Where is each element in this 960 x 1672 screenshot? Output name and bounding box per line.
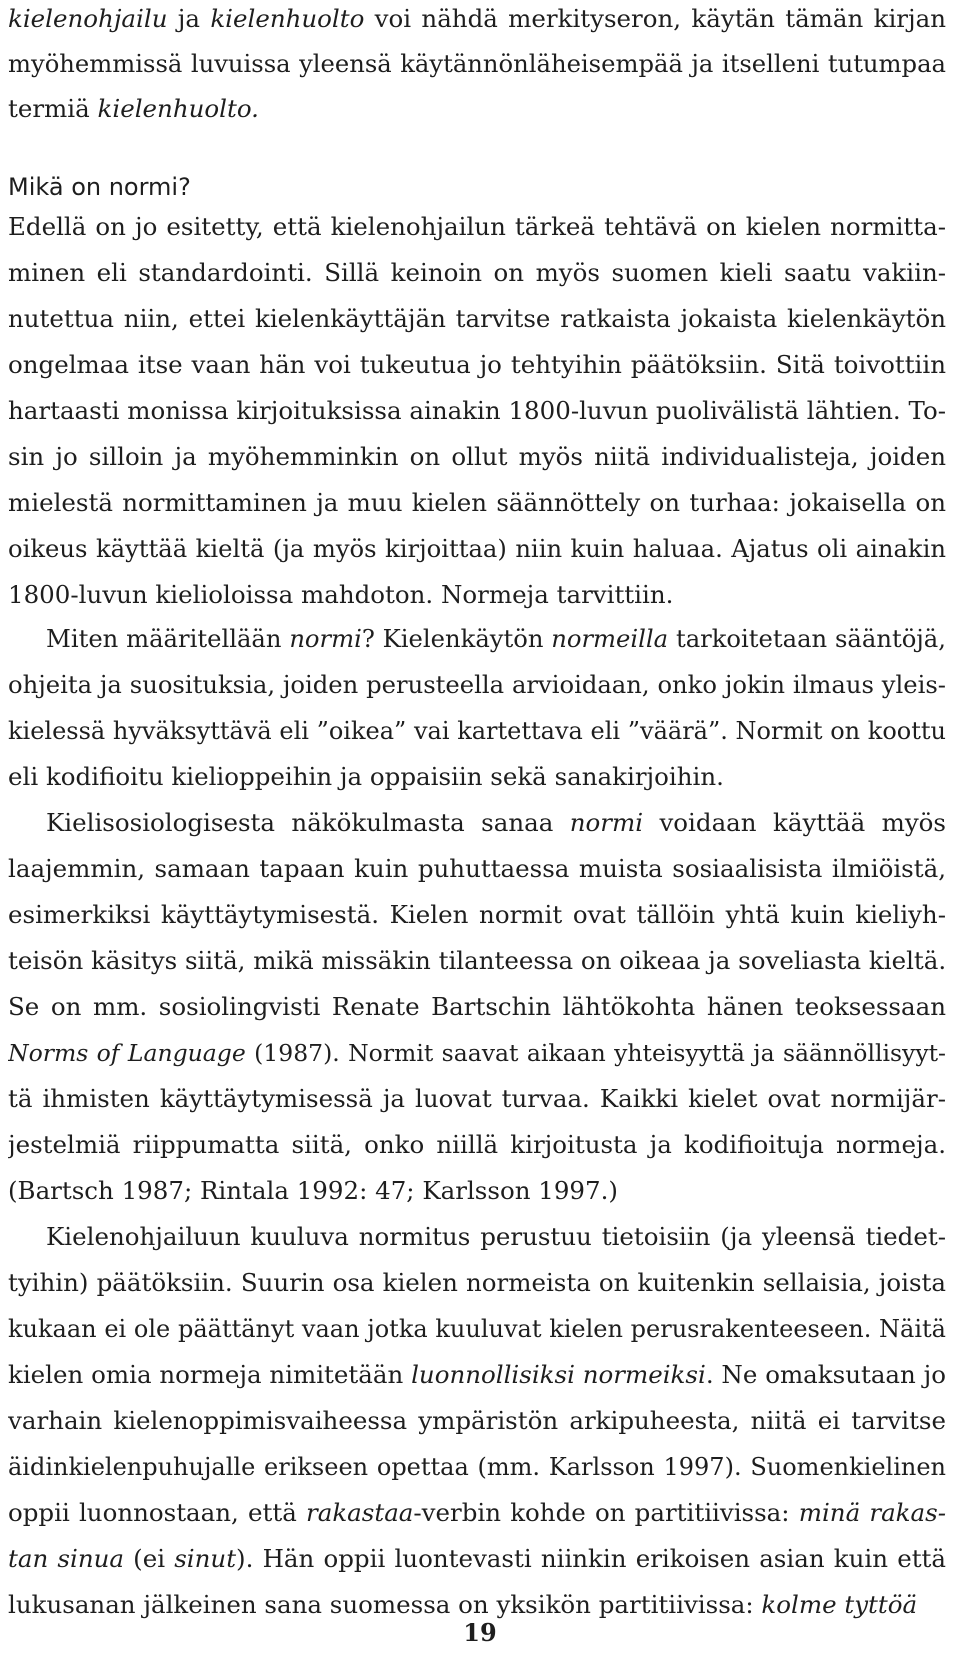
text-line bbox=[8, 1444, 946, 1490]
italic-text: normeilla bbox=[551, 624, 669, 653]
page-number: 19 bbox=[463, 1618, 497, 1647]
text-run: ja bbox=[167, 4, 211, 33]
text-line bbox=[8, 892, 946, 938]
text-line bbox=[8, 388, 946, 434]
text-run: (ei bbox=[123, 1544, 175, 1573]
text-line bbox=[8, 754, 946, 800]
italic-text: rakastaa bbox=[306, 1498, 414, 1527]
text-run: hartaasti monissa kirjoituksissa ainakin 1800-luvun puolivälistä lähtien. To- bbox=[8, 396, 946, 425]
text-line bbox=[8, 86, 946, 132]
text-run: sin jo silloin ja myöhemminkin on ollut myös niitä individualisteja, joiden bbox=[8, 442, 946, 471]
text-run: minen eli standardointi. Sillä keinoin on myös suomen kieli saatu vakiin- bbox=[8, 258, 946, 287]
text-run: tarkoitetaan sääntöjä, bbox=[668, 624, 946, 653]
text-run: ongelmaa itse vaan hän voi tukeutua jo tehtyihin päätöksiin. Sitä toivottiin bbox=[8, 350, 946, 379]
text-run: Miten määritellään bbox=[46, 624, 290, 653]
text-line bbox=[8, 434, 946, 480]
text-line bbox=[8, 800, 946, 846]
italic-text: Norms of Language bbox=[8, 1039, 246, 1067]
text-line bbox=[8, 296, 946, 342]
text-line bbox=[8, 616, 946, 662]
text-line bbox=[8, 1306, 946, 1352]
text-run: nutettua niin, ettei kielenkäyttäjän tarvitse ratkaista jokaista kielenkäytön bbox=[8, 304, 946, 333]
text-run: tyihin) päätöksiin. Suurin osa kielen normeista on kuitenkin sellaisia, joista bbox=[8, 1268, 946, 1297]
text-run: jestelmiä riippumatta siitä, onko niillä kirjoitusta ja kodifioituja normeja. bbox=[8, 1130, 946, 1159]
text-run: ? Kielenkäytön bbox=[361, 624, 552, 653]
text-line bbox=[8, 1214, 946, 1260]
text-run: Kielisosiologisesta näkökulmasta sanaa bbox=[46, 808, 570, 837]
text-line bbox=[8, 708, 946, 754]
italic-text: kielenhuolto bbox=[210, 4, 365, 33]
text-line bbox=[8, 1122, 946, 1168]
italic-text: kolme tyttöä bbox=[761, 1590, 918, 1619]
text-run: Se on mm. sosiolingvisti Renate Bartschin lähtökohta hänen teoksessaan bbox=[8, 992, 946, 1021]
text-line bbox=[8, 938, 946, 984]
italic-text: kielenhuolto. bbox=[97, 94, 259, 123]
italic-text: minä rakas- bbox=[798, 1498, 946, 1527]
text-run: ). Hän oppii luontevasti niinkin erikoisen asian kuin että bbox=[236, 1544, 946, 1573]
text-line bbox=[8, 1490, 946, 1536]
text-run: Kielenohjailuun kuuluva normitus perustuu tietoisiin (ja yleensä tiedet- bbox=[46, 1222, 946, 1251]
text-run: (Bartsch 1987; Rintala 1992: 47; Karlsson 1997.) bbox=[8, 1176, 618, 1205]
italic-text: luonnollisiksi normeiksi bbox=[411, 1360, 706, 1389]
text-line bbox=[8, 41, 946, 87]
text-run: (1987). Normit saavat aikaan yhteisyyttä ja säännöllisyyt- bbox=[245, 1039, 946, 1067]
text-run: voidaan käyttää myös bbox=[643, 808, 946, 837]
text-run: oikeus käyttää kieltä (ja myös kirjoittaa) niin kuin haluaa. Ajatus oli ainakin bbox=[8, 534, 946, 563]
text-line bbox=[8, 342, 946, 388]
italic-text: tan sinua bbox=[8, 1544, 124, 1573]
text-run: . Ne omaksutaan jo bbox=[705, 1360, 946, 1389]
text-run: voi nähdä merkityseron, käytän tämän kirjan bbox=[364, 4, 946, 33]
text-line bbox=[8, 572, 946, 618]
text-run: mielestä normittaminen ja muu kielen säännöttely on turhaa: jokaisella on bbox=[8, 488, 946, 517]
text-run: termiä bbox=[8, 94, 98, 123]
text-line bbox=[8, 250, 946, 296]
text-run: kielen omia normeja nimitetään bbox=[8, 1360, 412, 1389]
text-run: tä ihmisten käyttäytymisessä ja luovat turvaa. Kaikki kielet ovat normijär- bbox=[8, 1084, 946, 1113]
text-line bbox=[8, 1536, 946, 1582]
text-line bbox=[8, 662, 946, 708]
text-line bbox=[8, 526, 946, 572]
text-run: laajemmin, samaan tapaan kuin puhuttaessa muista sosiaalisista ilmiöistä, bbox=[8, 854, 946, 883]
text-line bbox=[8, 0, 946, 42]
text-run: ohjeita ja suosituksia, joiden perusteella arvioidaan, onko jokin ilmaus yleis- bbox=[8, 670, 946, 699]
text-line bbox=[8, 480, 946, 526]
text-line bbox=[8, 1352, 946, 1398]
text-line bbox=[8, 846, 946, 892]
section-heading: Mikä on normi? bbox=[8, 173, 191, 201]
text-run: varhain kielenoppimisvaiheessa ympäristön arkipuheesta, niitä ei tarvitse bbox=[8, 1406, 946, 1435]
text-line bbox=[8, 204, 946, 250]
italic-text: sinut bbox=[174, 1544, 237, 1573]
italic-text: normi bbox=[289, 624, 362, 653]
text-line bbox=[8, 1398, 946, 1444]
text-run: lukusanan jälkeinen sana suomessa on yksikön partitiivissa: bbox=[8, 1590, 762, 1619]
text-run: kielessä hyväksyttävä eli ”oikea” vai kartettava eli ”väärä”. Normit on koottu bbox=[8, 717, 946, 745]
text-line bbox=[8, 1168, 946, 1214]
text-run: esimerkiksi käyttäytymisestä. Kielen normit ovat tällöin yhtä kuin kieliyh- bbox=[8, 900, 946, 929]
text-run: -verbin kohde on partitiivissa: bbox=[413, 1498, 799, 1527]
text-run: Edellä on jo esitetty, että kielenohjailun tärkeä tehtävä on kielen normitta- bbox=[8, 212, 946, 241]
text-line bbox=[8, 1260, 946, 1306]
text-line bbox=[8, 1030, 946, 1076]
text-run: myöhemmissä luvuissa yleensä käytännönläheisempää ja itselleni tutumpaa bbox=[8, 49, 946, 78]
italic-text: normi bbox=[569, 808, 644, 837]
text-run: äidinkielenpuhujalle erikseen opettaa (mm. Karlsson 1997). Suomenkielinen bbox=[8, 1453, 946, 1481]
text-run: teisön käsitys siitä, mikä missäkin tilanteessa on oikeaa ja soveliasta kieltä. bbox=[8, 946, 946, 975]
text-run: oppii luonnostaan, että bbox=[8, 1498, 306, 1527]
text-line bbox=[8, 1076, 946, 1122]
italic-text: kielenohjailu bbox=[8, 4, 168, 33]
text-run: kukaan ei ole päättänyt vaan jotka kuuluvat kielen perusrakenteeseen. Näitä bbox=[8, 1315, 946, 1343]
text-run: 1800-luvun kielioloissa mahdoton. Normeja tarvittiin. bbox=[8, 580, 674, 609]
text-line bbox=[8, 984, 946, 1030]
text-run: eli kodifioitu kielioppeihin ja oppaisiin sekä sanakirjoihin. bbox=[8, 762, 724, 791]
